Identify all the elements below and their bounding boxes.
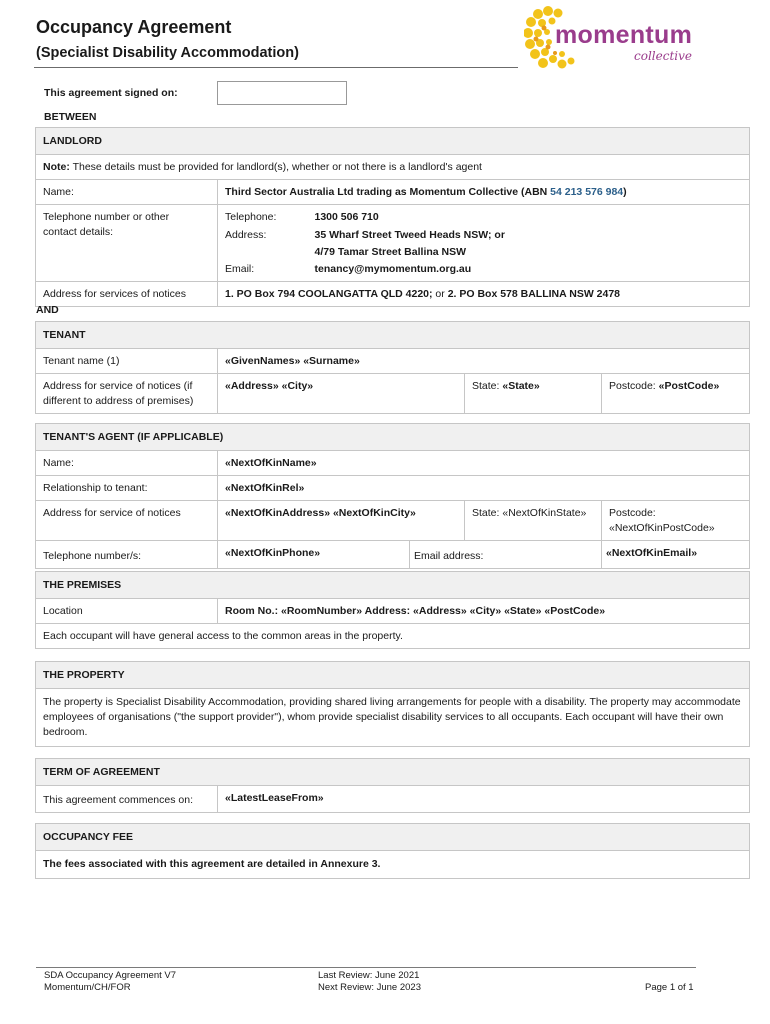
landlord-heading: LANDLORD	[36, 128, 750, 155]
document-title: Occupancy Agreement	[36, 17, 232, 37]
agent-address-value: «NextOfKinAddress» «NextOfKinCity»	[218, 501, 465, 541]
and-label: AND	[36, 304, 59, 316]
footer-review-info	[318, 970, 421, 994]
agent-email-value: «NextOfKinEmail»	[602, 541, 750, 569]
landlord-email: tenancy@mymomentum.org.au	[314, 263, 472, 275]
tenant-name-label: Tenant name (1)	[36, 349, 218, 374]
footer-page-number: Page 1 of 1	[645, 982, 694, 993]
tenant-address-value: «Address» «City»	[218, 374, 465, 414]
logo-wordmark: momentum	[555, 21, 693, 49]
footer-doc-info	[44, 970, 176, 994]
property-heading: THE PROPERTY	[36, 662, 750, 689]
footer-divider	[36, 967, 696, 968]
agent-postcode: Postcode: «NextOfKinPostCode»	[602, 501, 750, 541]
footer-last-review: Last Review: June 2021	[318, 970, 420, 981]
tenant-postcode: Postcode: «PostCode»	[602, 374, 750, 414]
landlord-telephone: 1300 506 710	[314, 211, 379, 223]
landlord-notices-label: Address for services of notices	[36, 282, 218, 307]
term-value: «LatestLeaseFrom»	[218, 786, 750, 813]
landlord-contact-values	[308, 205, 750, 282]
landlord-table	[35, 127, 750, 307]
property-text: The property is Specialist Disability Accommodation, providing shared living arrangements for people with a disability. The property may accommodate employees of organisations ("the support provider"), whom provide specialist disability services to all occupants. Each occupant will have their own bedroom.	[36, 689, 750, 747]
term-heading: TERM OF AGREEMENT	[36, 759, 750, 786]
premises-location-label: Location	[36, 599, 218, 624]
title-divider	[34, 67, 518, 68]
landlord-contact-label: Telephone number or other contact details:	[36, 205, 218, 282]
footer-doc-name: SDA Occupancy Agreement V7	[44, 970, 177, 981]
premises-location-value: Room No.: «RoomNumber» Address: «Address» «City» «State» «PostCode»	[218, 599, 750, 624]
term-table	[35, 758, 750, 813]
logo-tagline: collective	[634, 49, 692, 63]
between-label: BETWEEN	[44, 111, 97, 123]
tenant-state: State: «State»	[465, 374, 602, 414]
document-subtitle: (Specialist Disability Accommodation)	[36, 45, 299, 61]
premises-access-text: Each occupant will have general access to the common areas in the property.	[36, 624, 750, 649]
fee-table	[35, 823, 750, 879]
landlord-address-2: 4/79 Tamar Street Ballina NSW	[314, 246, 467, 258]
fee-heading: OCCUPANCY FEE	[36, 824, 750, 851]
agent-rel-label: Relationship to tenant:	[36, 476, 218, 501]
agent-heading: TENANT'S AGENT (IF APPLICABLE)	[36, 424, 750, 451]
agent-phone-label: Telephone number/s:	[36, 541, 218, 569]
landlord-address-1: 35 Wharf Street Tweed Heads NSW; or	[314, 229, 505, 241]
tenant-heading: TENANT	[36, 322, 750, 349]
momentum-logo	[524, 6, 704, 70]
agent-name-label: Name:	[36, 451, 218, 476]
signed-on-field[interactable]	[217, 81, 347, 105]
agent-name-value: «NextOfKinName»	[218, 451, 750, 476]
tenant-name-value: «GivenNames» «Surname»	[218, 349, 750, 374]
tenant-address-label: Address for service of notices (if different to address of premises)	[36, 374, 218, 414]
agent-phone-value: «NextOfKinPhone»	[218, 541, 410, 569]
landlord-notices-value: 1. PO Box 794 COOLANGATTA QLD 4220; or 2. PO Box 578 BALLINA NSW 2478	[218, 282, 750, 307]
premises-heading: THE PREMISES	[36, 572, 750, 599]
premises-table	[35, 571, 750, 649]
landlord-name-value: Third Sector Australia Ltd trading as Momentum Collective (ABN 54 213 576 984)	[218, 180, 750, 205]
tenant-table	[35, 321, 750, 414]
property-table	[35, 661, 750, 747]
signed-on-label: This agreement signed on:	[44, 87, 178, 99]
agent-table	[35, 423, 750, 569]
abn-value: 54 213 576 984	[550, 186, 624, 198]
landlord-contact-labels: Telephone: Address: Email:	[218, 205, 308, 282]
agent-email-label: Email address:	[410, 541, 602, 569]
term-label: This agreement commences on:	[36, 786, 218, 813]
fee-text: The fees associated with this agreement are detailed in Annexure 3.	[36, 851, 750, 879]
landlord-name-label: Name:	[36, 180, 218, 205]
footer-next-review: Next Review: June 2023	[318, 982, 421, 993]
agent-rel-value: «NextOfKinRel»	[218, 476, 750, 501]
landlord-note: Note: These details must be provided for landlord(s), whether or not there is a landlord's agent	[36, 155, 750, 180]
agent-state: State: «NextOfKinState»	[465, 501, 602, 541]
agent-address-label: Address for service of notices	[36, 501, 218, 541]
footer-doc-code: Momentum/CH/FOR	[44, 982, 131, 993]
